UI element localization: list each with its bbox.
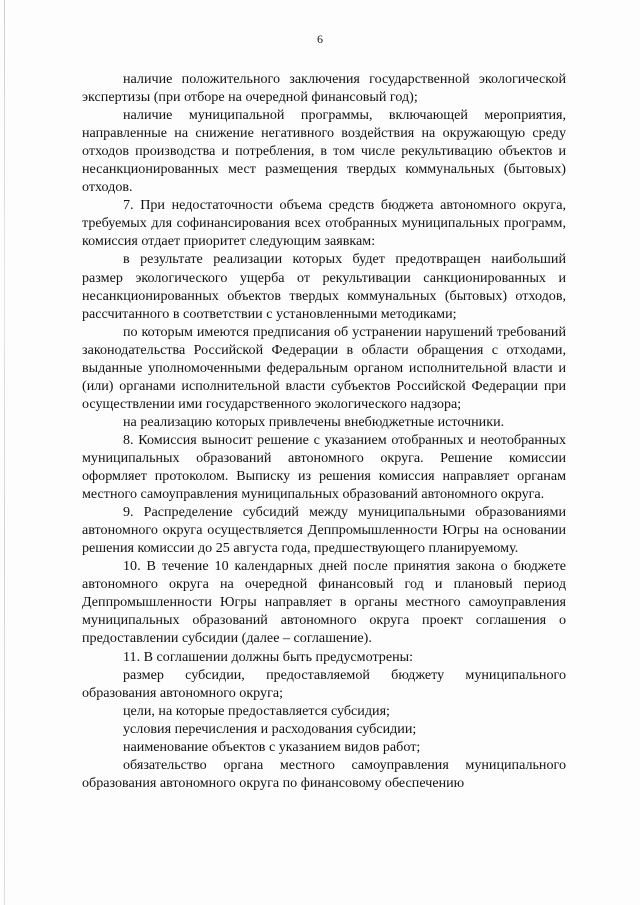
paragraph-9-distribution: 9. Распределение субсидий между муниципальными образованиями автономного округа осуществляется Деппромышленности Югры на основании решения комиссии до 25 августа года, предшествующего планируемому. [82, 504, 566, 557]
page-number: 6 [317, 32, 323, 46]
paragraph-8-decision: 8. Комиссия выносит решение с указанием отобранных и неотобранных муниципальных образований автономного округа. Решение комиссии оформляет протоколом. Выписку из решения комиссия направляет органам местного самоуправления муниципальных образований автономного округа. [82, 431, 566, 503]
paragraph-expertise: наличие положительного заключения государственной экологической экспертизы (при отборе на очередной финансовый год); [82, 71, 566, 106]
paragraph-obligation: обязательство органа местного самоуправления муниципального образования автономного округа по финансовому обеспечению [82, 756, 566, 791]
paragraph-11-agreement-terms: 11. В соглашении должны быть предусмотрены: [123, 648, 414, 665]
paragraph-objects-works: наименование объектов с указанием видов работ; [123, 738, 421, 755]
document-body [82, 70, 566, 792]
paragraph-subsidy-size: размер субсидии, предоставляемой бюджету муниципального образования автономного округа; [82, 666, 566, 701]
paragraph-subsidy-goals: цели, на которые предоставляется субсидия; [123, 702, 390, 719]
paragraph-municipal-program: наличие муниципальной программы, включающей мероприятия, направленные на снижение негативного воздействия на окружающую среду отходов производства и потребления, в том числе рекультивацию объектов и несанкционированных мест размещения твердых коммунальных (бытовых) отходов. [82, 107, 566, 196]
paragraph-transfer-conditions: условия перечисления и расходования субсидии; [123, 720, 417, 737]
paragraph-10-agreement-draft: 10. В течение 10 календарных дней после принятия закона о бюджете автономного округа на очередной финансовый год и плановый период Деппромышленности Югры направляет в органы местного самоуправления муниципальных образований автономного округа проект соглашения о предоставлении субсидии (далее – соглашение). [82, 558, 566, 647]
scan-edge [4, 0, 5, 905]
paragraph-7-priority: 7. При недостаточности объема средств бюджета автономного округа, требуемых для софинансирования всех отобранных муниципальных программ, комиссия отдает приоритет следующим заявкам: [82, 197, 566, 250]
paragraph-orders: по которым имеются предписания об устранении нарушений требований законодательства Российской Федерации в области обращения с отходами, выданные уполномоченными федеральным органом исполнительной власти и (или) органами исполнительной власти субъектов Российской Федерации при осуществлении ими государственного экологического надзора; [82, 323, 566, 412]
paragraph-offbudget: на реализацию которых привлечены внебюджетные источники. [123, 413, 505, 430]
paragraph-damage-prevention: в результате реализации которых будет предотвращен наибольший размер экологического ущерба от рекультивации санкционированных и несанкционированных объектов твердых коммунальных (бытовых) отходов, рассчитанного в соответствии с установленными методиками; [82, 251, 566, 322]
